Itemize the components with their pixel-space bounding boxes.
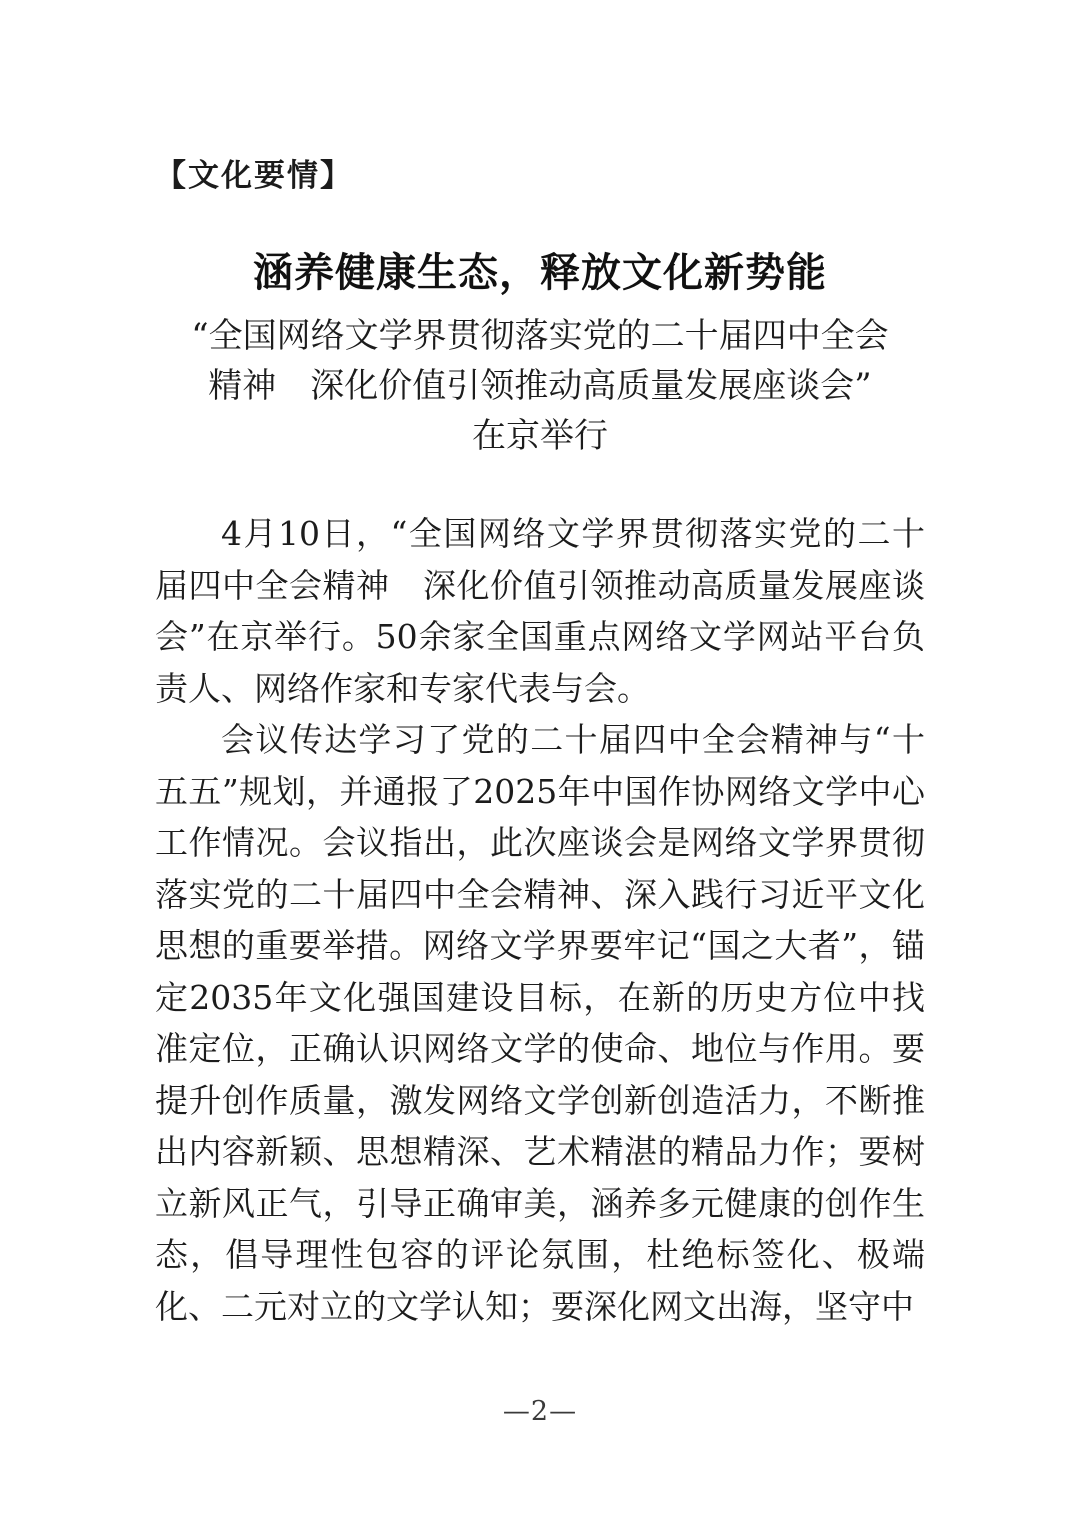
subtitle-line-3: 在京举行: [472, 415, 608, 456]
title-block: [155, 248, 925, 462]
body-text: [155, 508, 925, 1332]
subtitle-line-2: 精神 深化价值引领推动高质量发展座谈会”: [208, 365, 872, 406]
paragraph: 4月10日，“全国网络文学界贯彻落实党的二十届四中全会精神 深化价值引领推动高质量发展座谈会”在京举行。50余家全国重点网络文学网站平台负责人、网络作家和专家代表与会。: [155, 514, 925, 708]
page-number: —2—: [502, 1396, 578, 1427]
subtitle: [155, 312, 925, 462]
paragraph: 会议传达学习了党的二十届四中全会精神与“十五五”规划，并通报了2025年中国作协网络文学中心工作情况。会议指出，此次座谈会是网络文学界贯彻落实党的二十届四中全会精神、深入践行习近平文化思想的重要举措。网络文学界要牢记“国之大者”，锚定2035年文化强国建设目标，在新的历史方位中找准定位，正确认识网络文学的使命、地位与作用。要提升创作质量，激发网络文学创新创造活力，不断推出内容新颖、思想精深、艺术精湛的精品力作；要树立新风正气，引导正确审美，涵养多元健康的创作生态，倡导理性包容的评论氛围，杜绝标签化、极端化、二元对立的文学认知；要深化网文出海，坚守中: [155, 720, 925, 1326]
section-tag: 【文化要情】: [155, 158, 353, 194]
subtitle-line-1: “全国网络文学界贯彻落实党的二十届四中全会: [191, 316, 889, 356]
page-title: 涵养健康生态，释放文化新势能: [253, 249, 827, 296]
